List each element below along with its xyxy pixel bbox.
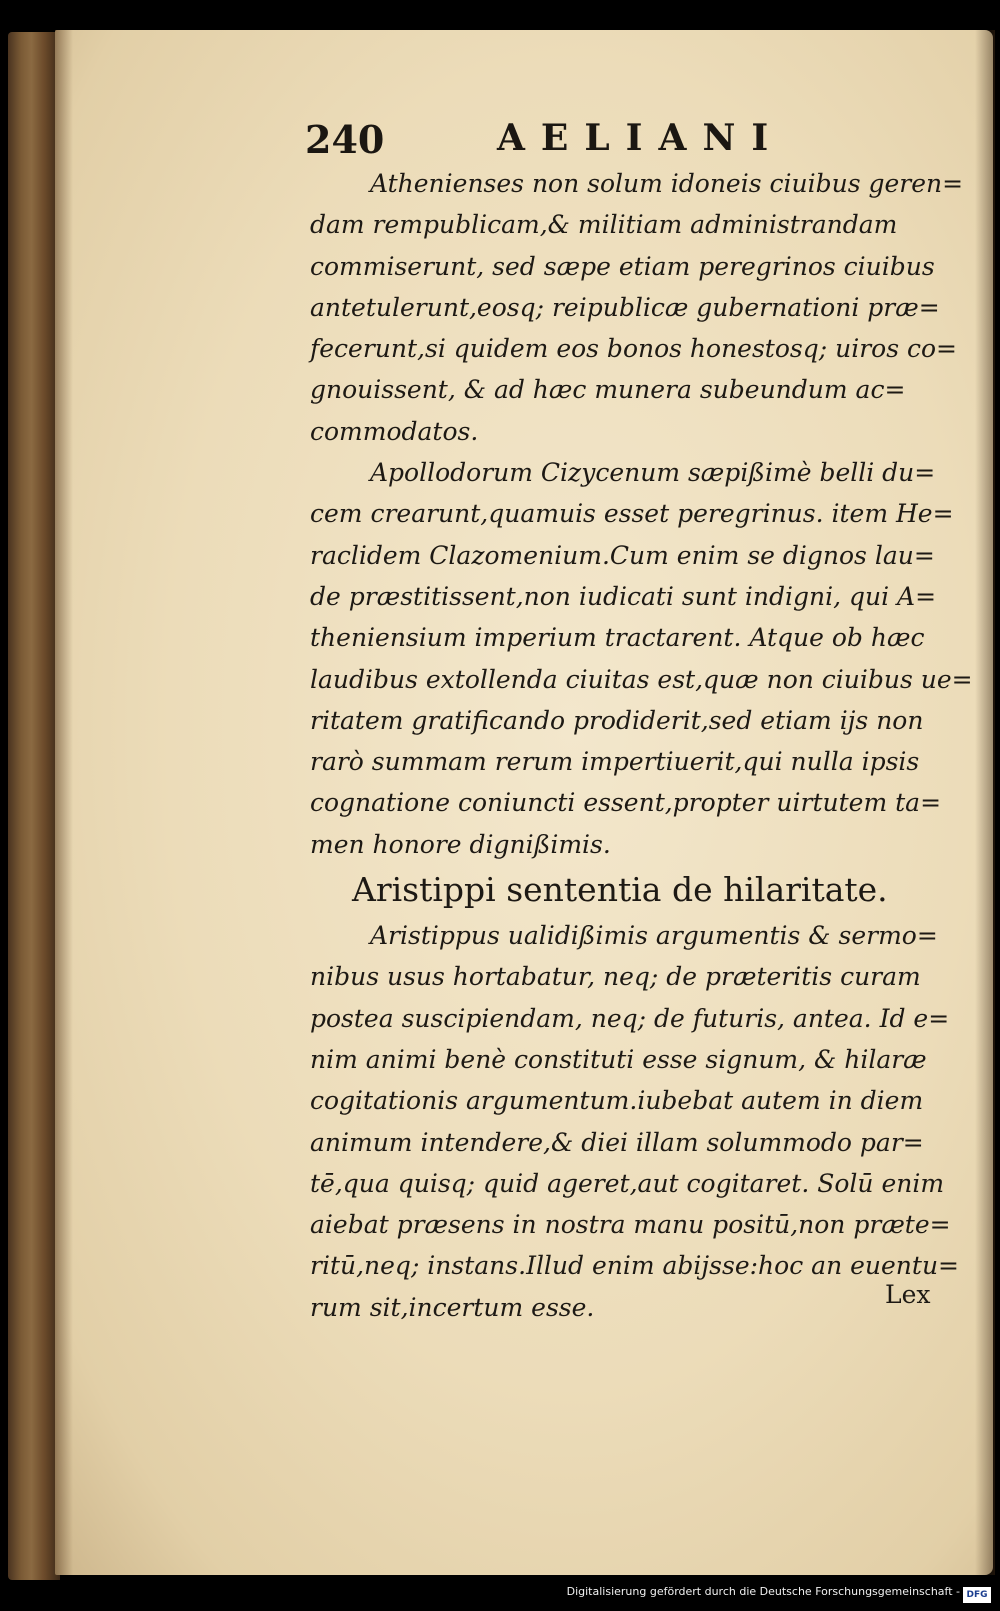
text-line: antetulerunt,eosq; reipublicæ gubernationi præ= (310, 292, 940, 322)
page-number: 240 (305, 117, 385, 162)
funding-credit: Digitalisierung gefördert durch die Deutsche Forschungsgemeinschaft - (566, 1585, 960, 1598)
text-line: raclidem Clazomenium.Cum enim se dignos lau= (310, 540, 935, 570)
text-line: Athenienses non solum idoneis ciuibus geren= (370, 169, 964, 198)
text-line: men honore dignißimis. (310, 829, 611, 859)
text-line: commodatos. (310, 416, 479, 446)
text-line: fecerunt,si quidem eos bonos honestosq; uiros co= (310, 334, 957, 364)
running-title: AELIANI (497, 117, 785, 159)
text-line: theniensium imperium tractarent. Atque ob hæc (310, 623, 925, 653)
text-line: dam rempublicam,& militiam administrandam (310, 210, 898, 240)
text-line: gnouissent, & ad hæc munera subeundum ac= (310, 375, 906, 405)
page-gutter-shadow (55, 30, 73, 1575)
page-header (305, 117, 965, 163)
text-line: Aristippus ualidißimis argumentis & sermo= (370, 921, 938, 951)
text-line: rarò summam rerum impertiuerit,qui nulla ipsis (310, 747, 920, 777)
text-line: nibus usus hortabatur, neq; de præteritis curam (310, 962, 921, 992)
text-line: postea suscipiendam, neq; de futuris, antea. Id e= (310, 1003, 950, 1033)
book-fore-edge (8, 32, 60, 1580)
dfg-logo: DFG (963, 1587, 991, 1603)
text-line: laudibus extollenda ciuitas est,quæ non ciuibus ue= (310, 664, 973, 694)
text-line: ritū,neq; instans.Illud enim abijsse:hoc an euentu= (310, 1251, 959, 1281)
text-line: cem crearunt,quamuis esset peregrinus. item He= (310, 499, 954, 529)
text-line: nim animi benè constituti esse signum, & hilaræ (310, 1044, 927, 1074)
section-heading: Aristippi sententia de hilaritate. (352, 870, 888, 910)
text-line: ritatem gratificando prodiderit,sed etiam ijs non (310, 705, 924, 735)
text-line: aiebat præsens in nostra manu positū,non præte= (310, 1210, 951, 1240)
body-text (310, 163, 973, 1328)
page-edge-shadow (975, 30, 995, 1575)
text-line: cogitationis argumentum.iubebat autem in diem (310, 1086, 924, 1116)
text-line: rum sit,incertum esse. (310, 1292, 595, 1322)
text-line: Apollodorum Cizycenum sæpißimè belli du= (370, 458, 936, 488)
catchword: Lex (885, 1280, 931, 1309)
text-line: cognatione coniuncti essent,propter uirtutem ta= (310, 788, 942, 818)
text-line: de præstitissent,non iudicati sunt indigni, qui A= (310, 581, 937, 611)
text-line: commiserunt, sed sæpe etiam peregrinos ciuibus (310, 251, 935, 281)
text-line: animum intendere,& diei illam solummodo par= (310, 1127, 924, 1157)
text-line: tē,qua quisq; quid ageret,aut cogitaret. Solū enim (310, 1168, 945, 1198)
